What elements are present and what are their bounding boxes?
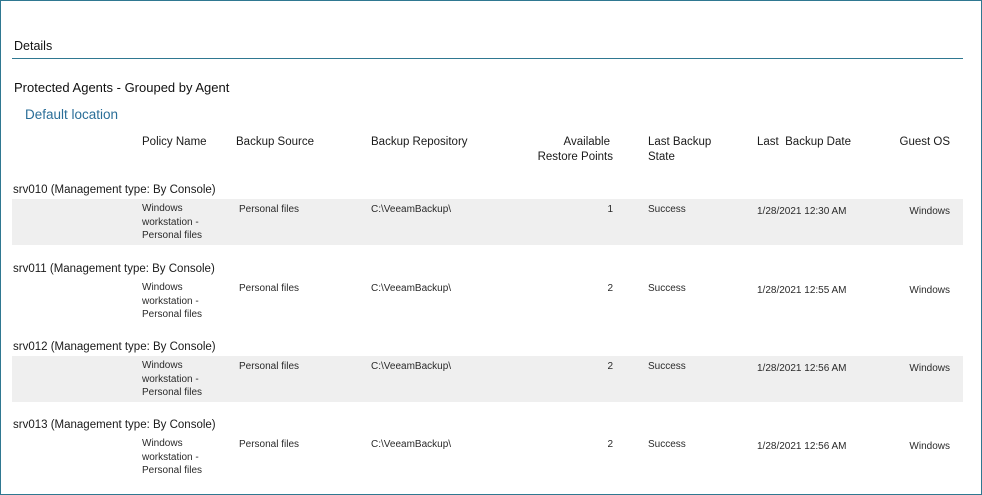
cell-policy-name-line3: Personal files (142, 465, 203, 477)
cell-backup-state: Success (648, 283, 686, 294)
cell-backup-source: Personal files (239, 204, 300, 215)
cell-policy-name-line3: Personal files (142, 309, 203, 321)
cell-policy-name (142, 437, 222, 478)
column-header-last-backup-state-line1: Last Backup (648, 136, 712, 148)
cell-policy-name (142, 359, 222, 400)
cell-guest-os: Windows (909, 363, 950, 374)
column-header-restore-points-line1: Available (563, 136, 610, 148)
cell-backup-date: 1/28/2021 12:55 AM (757, 285, 847, 296)
column-header-guest-os: Guest OS (899, 136, 950, 148)
cell-backup-repository: C:\VeeamBackup\ (371, 283, 452, 294)
column-header-backup-source: Backup Source (236, 136, 314, 148)
table-row (12, 434, 963, 480)
cell-guest-os: Windows (909, 285, 950, 296)
cell-restore-points: 2 (607, 439, 613, 450)
cell-policy-name-line3: Personal files (142, 387, 203, 399)
group-label-srv010: srv010 (Management type: By Console) (13, 184, 216, 196)
cell-policy-name (142, 281, 222, 322)
cell-restore-points: 1 (607, 204, 613, 215)
cell-backup-repository: C:\VeeamBackup\ (371, 204, 452, 215)
cell-backup-state: Success (648, 361, 686, 372)
column-header-backup-repository: Backup Repository (371, 136, 468, 148)
column-header-restore-points (521, 135, 613, 165)
cell-policy-name-line1: Windows (142, 438, 183, 449)
details-heading: Details (14, 39, 53, 53)
column-header-last-backup-state (648, 135, 738, 165)
cell-policy-name-line1: Windows (142, 360, 183, 371)
location-title: Default location (25, 107, 119, 122)
cell-policy-name-line2: workstation - (142, 295, 199, 307)
report-title: Protected Agents - Grouped by Agent (14, 80, 230, 95)
column-header-restore-points-line2: Restore Points (537, 151, 613, 163)
table-row (12, 199, 963, 245)
column-header-last-backup-date: Last Backup Date (757, 136, 851, 148)
column-header-policy-name: Policy Name (142, 136, 207, 148)
cell-backup-date: 1/28/2021 12:30 AM (757, 206, 847, 217)
column-header-last-backup-state-line2: State (648, 151, 675, 163)
cell-backup-date: 1/28/2021 12:56 AM (757, 363, 847, 374)
table-row (12, 278, 963, 324)
group-label-srv012: srv012 (Management type: By Console) (13, 341, 216, 353)
cell-backup-source: Personal files (239, 283, 300, 294)
cell-policy-name-line2: workstation - (142, 373, 199, 385)
cell-policy-name-line2: workstation - (142, 451, 199, 463)
cell-backup-date: 1/28/2021 12:56 AM (757, 441, 847, 452)
cell-backup-source: Personal files (239, 439, 300, 450)
cell-backup-state: Success (648, 204, 686, 215)
cell-backup-source: Personal files (239, 361, 300, 372)
cell-policy-name-line3: Personal files (142, 230, 203, 242)
cell-restore-points: 2 (607, 361, 613, 372)
group-label-srv011: srv011 (Management type: By Console) (13, 263, 215, 275)
cell-restore-points: 2 (607, 283, 613, 294)
cell-backup-state: Success (648, 439, 686, 450)
cell-policy-name-line1: Windows (142, 282, 183, 293)
cell-policy-name-line2: workstation - (142, 216, 199, 228)
cell-backup-repository: C:\VeeamBackup\ (371, 439, 452, 450)
table-row (12, 356, 963, 402)
cell-policy-name-line1: Windows (142, 203, 183, 214)
cell-policy-name (142, 202, 222, 243)
details-divider (12, 58, 963, 59)
cell-guest-os: Windows (909, 206, 950, 217)
cell-backup-repository: C:\VeeamBackup\ (371, 361, 452, 372)
cell-guest-os: Windows (909, 441, 950, 452)
group-label-srv013: srv013 (Management type: By Console) (13, 419, 216, 431)
